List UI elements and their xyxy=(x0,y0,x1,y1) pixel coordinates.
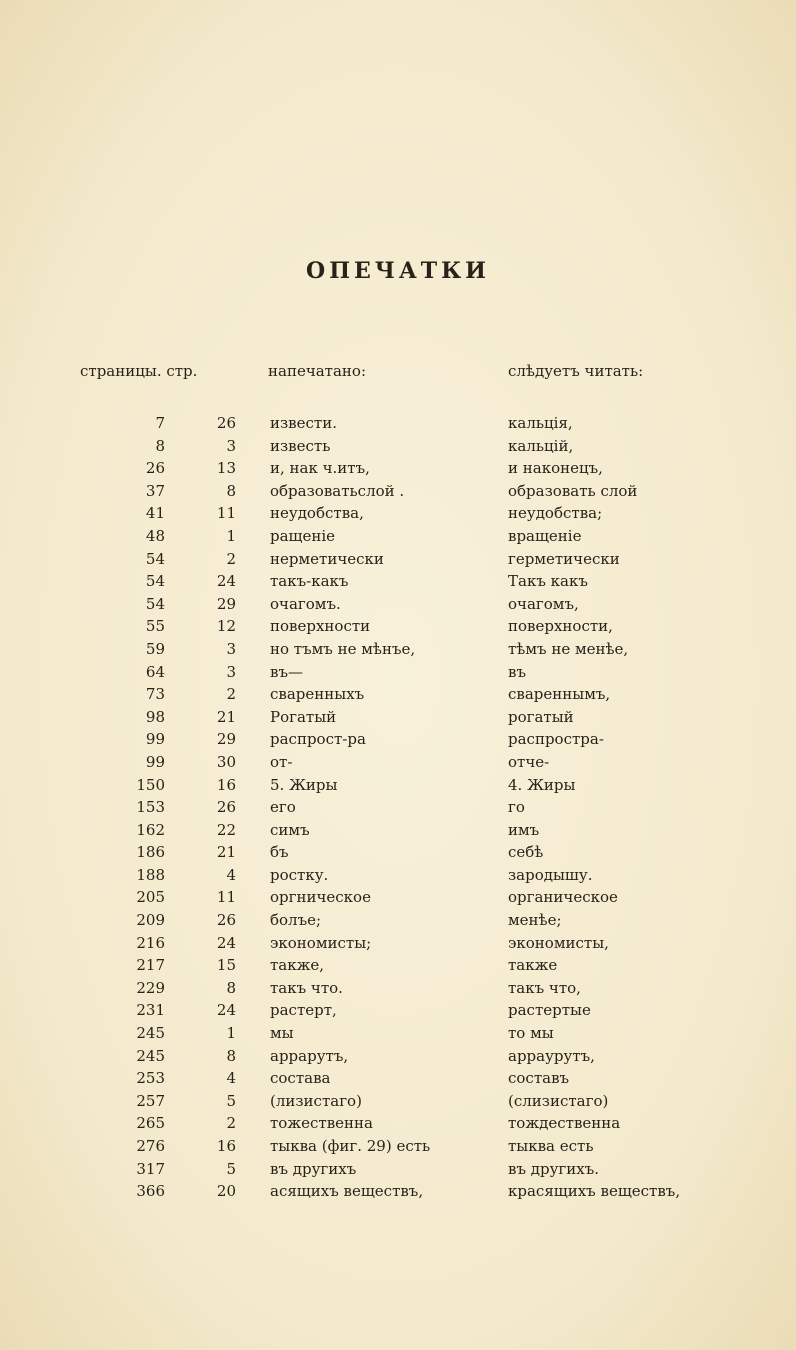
correction-text: и наконецъ, xyxy=(508,459,603,478)
correction-text: неудобства; xyxy=(508,504,603,523)
misprint-text: такъ-какъ xyxy=(270,572,349,591)
page-number: 98 xyxy=(145,707,165,726)
table-row xyxy=(0,909,796,932)
line-number: 29 xyxy=(216,594,236,613)
header-should-read: слѣдуетъ читать: xyxy=(508,362,644,380)
line-number: 5 xyxy=(226,1091,236,1110)
correction-text: очагомъ, xyxy=(508,594,579,613)
misprint-text: экономисты; xyxy=(270,933,372,952)
table-row xyxy=(0,1045,796,1068)
table-row xyxy=(0,502,796,525)
table-row xyxy=(0,683,796,706)
correction-text: имъ xyxy=(508,820,540,839)
misprint-text: образоватьслой . xyxy=(270,481,405,500)
page-number: 209 xyxy=(136,911,165,930)
misprint-text: въ другихъ xyxy=(270,1159,357,1178)
misprint-text: неудобства, xyxy=(270,504,364,523)
table-row xyxy=(0,1180,796,1203)
misprint-text: очагомъ. xyxy=(270,594,341,613)
correction-text: въ xyxy=(508,662,526,681)
table-row xyxy=(0,977,796,1000)
correction-text: тыква есть xyxy=(508,1137,594,1155)
misprint-text: тыква (фиг. 29) есть xyxy=(270,1137,431,1155)
misprint-text: 5. Жиры xyxy=(270,775,338,794)
page-number: 8 xyxy=(155,436,165,455)
line-number: 3 xyxy=(226,639,236,658)
line-number: 13 xyxy=(216,459,236,478)
line-number: 11 xyxy=(216,888,236,907)
page-number: 54 xyxy=(145,594,165,613)
line-number: 2 xyxy=(226,1114,236,1133)
misprint-text: болъе; xyxy=(270,911,322,930)
correction-text: герметически xyxy=(508,549,620,568)
correction-text: 4. Жиры xyxy=(508,775,576,794)
line-number: 11 xyxy=(216,504,236,523)
line-number: 3 xyxy=(226,662,236,681)
misprint-text: въ— xyxy=(270,662,303,681)
line-number: 26 xyxy=(216,798,236,817)
misprint-text: распрост-ра xyxy=(270,730,366,749)
table-row xyxy=(0,864,796,887)
misprint-text: извести. xyxy=(270,414,337,432)
line-number: 8 xyxy=(226,481,236,500)
correction-text: го xyxy=(508,798,525,817)
misprint-text: растерт, xyxy=(270,1001,337,1020)
page-number: 26 xyxy=(145,459,165,478)
misprint-text: от- xyxy=(270,752,293,771)
page-number: 188 xyxy=(136,865,165,884)
misprint-text: и, нак ч.итъ, xyxy=(270,459,370,478)
correction-text: Такъ какъ xyxy=(508,572,588,591)
page-number: 54 xyxy=(145,549,165,568)
page-number: 276 xyxy=(136,1137,165,1155)
correction-text: (слизистаго) xyxy=(508,1091,609,1110)
table-row xyxy=(0,615,796,638)
correction-text: кальція, xyxy=(508,414,573,432)
correction-text: то мы xyxy=(508,1024,554,1043)
table-row xyxy=(0,706,796,729)
correction-text: распростра- xyxy=(508,730,604,749)
header-misprint: напечатано: xyxy=(268,362,366,380)
table-row xyxy=(0,1022,796,1045)
line-number: 21 xyxy=(216,707,236,726)
header-pages: страницы. стр. xyxy=(80,362,198,380)
misprint-text: сваренныхъ xyxy=(270,685,365,704)
page-number: 231 xyxy=(136,1001,165,1020)
correction-text: органическое xyxy=(508,888,618,907)
page-number: 37 xyxy=(145,481,165,500)
table-row xyxy=(0,661,796,684)
page-number: 73 xyxy=(145,685,165,704)
misprint-text: нерметически xyxy=(270,549,384,568)
page-number: 7 xyxy=(155,414,165,432)
page-number: 317 xyxy=(136,1159,165,1178)
misprint-text: ращеніе xyxy=(270,526,336,545)
table-row xyxy=(0,728,796,751)
page-number: 48 xyxy=(145,526,165,545)
line-number: 30 xyxy=(216,752,236,771)
page-number: 245 xyxy=(136,1024,165,1043)
page-number: 150 xyxy=(136,775,165,794)
errata-table xyxy=(0,412,796,1203)
page-number: 229 xyxy=(136,978,165,997)
line-number: 2 xyxy=(226,549,236,568)
misprint-text: (лизистаго) xyxy=(270,1091,362,1110)
table-row xyxy=(0,1112,796,1135)
table-row xyxy=(0,1158,796,1181)
correction-text: свареннымъ, xyxy=(508,685,611,704)
misprint-text: состава xyxy=(270,1069,331,1088)
page-number: 54 xyxy=(145,572,165,591)
page-number: 153 xyxy=(136,798,165,817)
line-number: 20 xyxy=(216,1182,236,1201)
page-number: 99 xyxy=(145,752,165,771)
table-row xyxy=(0,999,796,1022)
line-number: 16 xyxy=(216,1137,236,1155)
misprint-text: известь xyxy=(270,436,331,455)
misprint-text: оргническое xyxy=(270,888,371,907)
correction-text: менѣе; xyxy=(508,911,562,930)
correction-text: экономисты, xyxy=(508,933,609,952)
correction-text: растертые xyxy=(508,1001,591,1020)
table-row xyxy=(0,932,796,955)
table-row xyxy=(0,1067,796,1090)
line-number: 26 xyxy=(216,911,236,930)
page-number: 205 xyxy=(136,888,165,907)
line-number: 22 xyxy=(216,820,236,839)
line-number: 24 xyxy=(216,933,236,952)
line-number: 29 xyxy=(216,730,236,749)
page-number: 162 xyxy=(136,820,165,839)
page-number: 99 xyxy=(145,730,165,749)
line-number: 3 xyxy=(226,436,236,455)
misprint-text: бъ xyxy=(270,843,289,862)
table-row xyxy=(0,412,796,435)
page-number: 217 xyxy=(136,956,165,975)
table-row xyxy=(0,886,796,909)
table-row xyxy=(0,457,796,480)
table-row xyxy=(0,954,796,977)
line-number: 4 xyxy=(226,1069,236,1088)
misprint-text: такъ что. xyxy=(270,978,343,997)
correction-text: поверхности, xyxy=(508,617,613,636)
correction-text: красящихъ веществъ, xyxy=(508,1182,681,1201)
page-number: 265 xyxy=(136,1114,165,1133)
page-number: 257 xyxy=(136,1091,165,1110)
misprint-text: ростку. xyxy=(270,865,329,884)
table-row xyxy=(0,548,796,571)
page-number: 253 xyxy=(136,1069,165,1088)
line-number: 5 xyxy=(226,1159,236,1178)
table-row xyxy=(0,796,796,819)
misprint-text: Рогатый xyxy=(270,707,337,726)
page-number: 216 xyxy=(136,933,165,952)
line-number: 12 xyxy=(216,617,236,636)
table-row xyxy=(0,1135,796,1158)
correction-text: вращеніе xyxy=(508,526,582,545)
misprint-text: мы xyxy=(270,1024,294,1043)
correction-text: тождественна xyxy=(508,1114,621,1133)
line-number: 1 xyxy=(226,1024,236,1043)
line-number: 21 xyxy=(216,843,236,862)
table-row xyxy=(0,1090,796,1113)
misprint-text: также, xyxy=(270,956,325,975)
line-number: 24 xyxy=(216,1001,236,1020)
table-row xyxy=(0,774,796,797)
correction-text: тѣмъ не менѣе, xyxy=(508,639,629,658)
line-number: 4 xyxy=(226,865,236,884)
correction-text: арраурутъ, xyxy=(508,1046,595,1065)
correction-text: рогатый xyxy=(508,707,574,726)
line-number: 24 xyxy=(216,572,236,591)
table-row xyxy=(0,593,796,616)
line-number: 15 xyxy=(216,956,236,975)
misprint-text: его xyxy=(270,798,296,817)
page-title: ОПЕЧАТКИ xyxy=(306,258,490,284)
correction-text: кальцій, xyxy=(508,436,574,455)
correction-text: составъ xyxy=(508,1069,570,1088)
page-number: 186 xyxy=(136,843,165,862)
misprint-text: поверхности xyxy=(270,617,371,636)
line-number: 8 xyxy=(226,1046,236,1065)
misprint-text: симъ xyxy=(270,820,310,839)
table-row xyxy=(0,480,796,503)
table-row xyxy=(0,841,796,864)
misprint-text: тожественна xyxy=(270,1114,373,1133)
page-number: 55 xyxy=(145,617,165,636)
table-row xyxy=(0,570,796,593)
table-row xyxy=(0,638,796,661)
table-row xyxy=(0,435,796,458)
correction-text: зародышу. xyxy=(508,865,593,884)
correction-text: въ другихъ. xyxy=(508,1159,600,1178)
correction-text: себѣ xyxy=(508,843,544,862)
correction-text: такъ что, xyxy=(508,978,581,997)
misprint-text: асящихъ веществъ, xyxy=(270,1182,424,1201)
page-number: 245 xyxy=(136,1046,165,1065)
line-number: 2 xyxy=(226,685,236,704)
correction-text: образовать слой xyxy=(508,481,638,500)
misprint-text: но тъмъ не мѣнъе, xyxy=(270,639,416,658)
table-row xyxy=(0,819,796,842)
correction-text: также xyxy=(508,956,558,975)
page-number: 59 xyxy=(145,639,165,658)
page-number: 41 xyxy=(145,504,165,523)
line-number: 1 xyxy=(226,526,236,545)
table-row xyxy=(0,751,796,774)
page-number: 366 xyxy=(136,1182,165,1201)
correction-text: отче- xyxy=(508,752,550,771)
page-number: 64 xyxy=(145,662,165,681)
line-number: 26 xyxy=(216,414,236,432)
misprint-text: аррарутъ, xyxy=(270,1046,349,1065)
table-row xyxy=(0,525,796,548)
line-number: 8 xyxy=(226,978,236,997)
line-number: 16 xyxy=(216,775,236,794)
